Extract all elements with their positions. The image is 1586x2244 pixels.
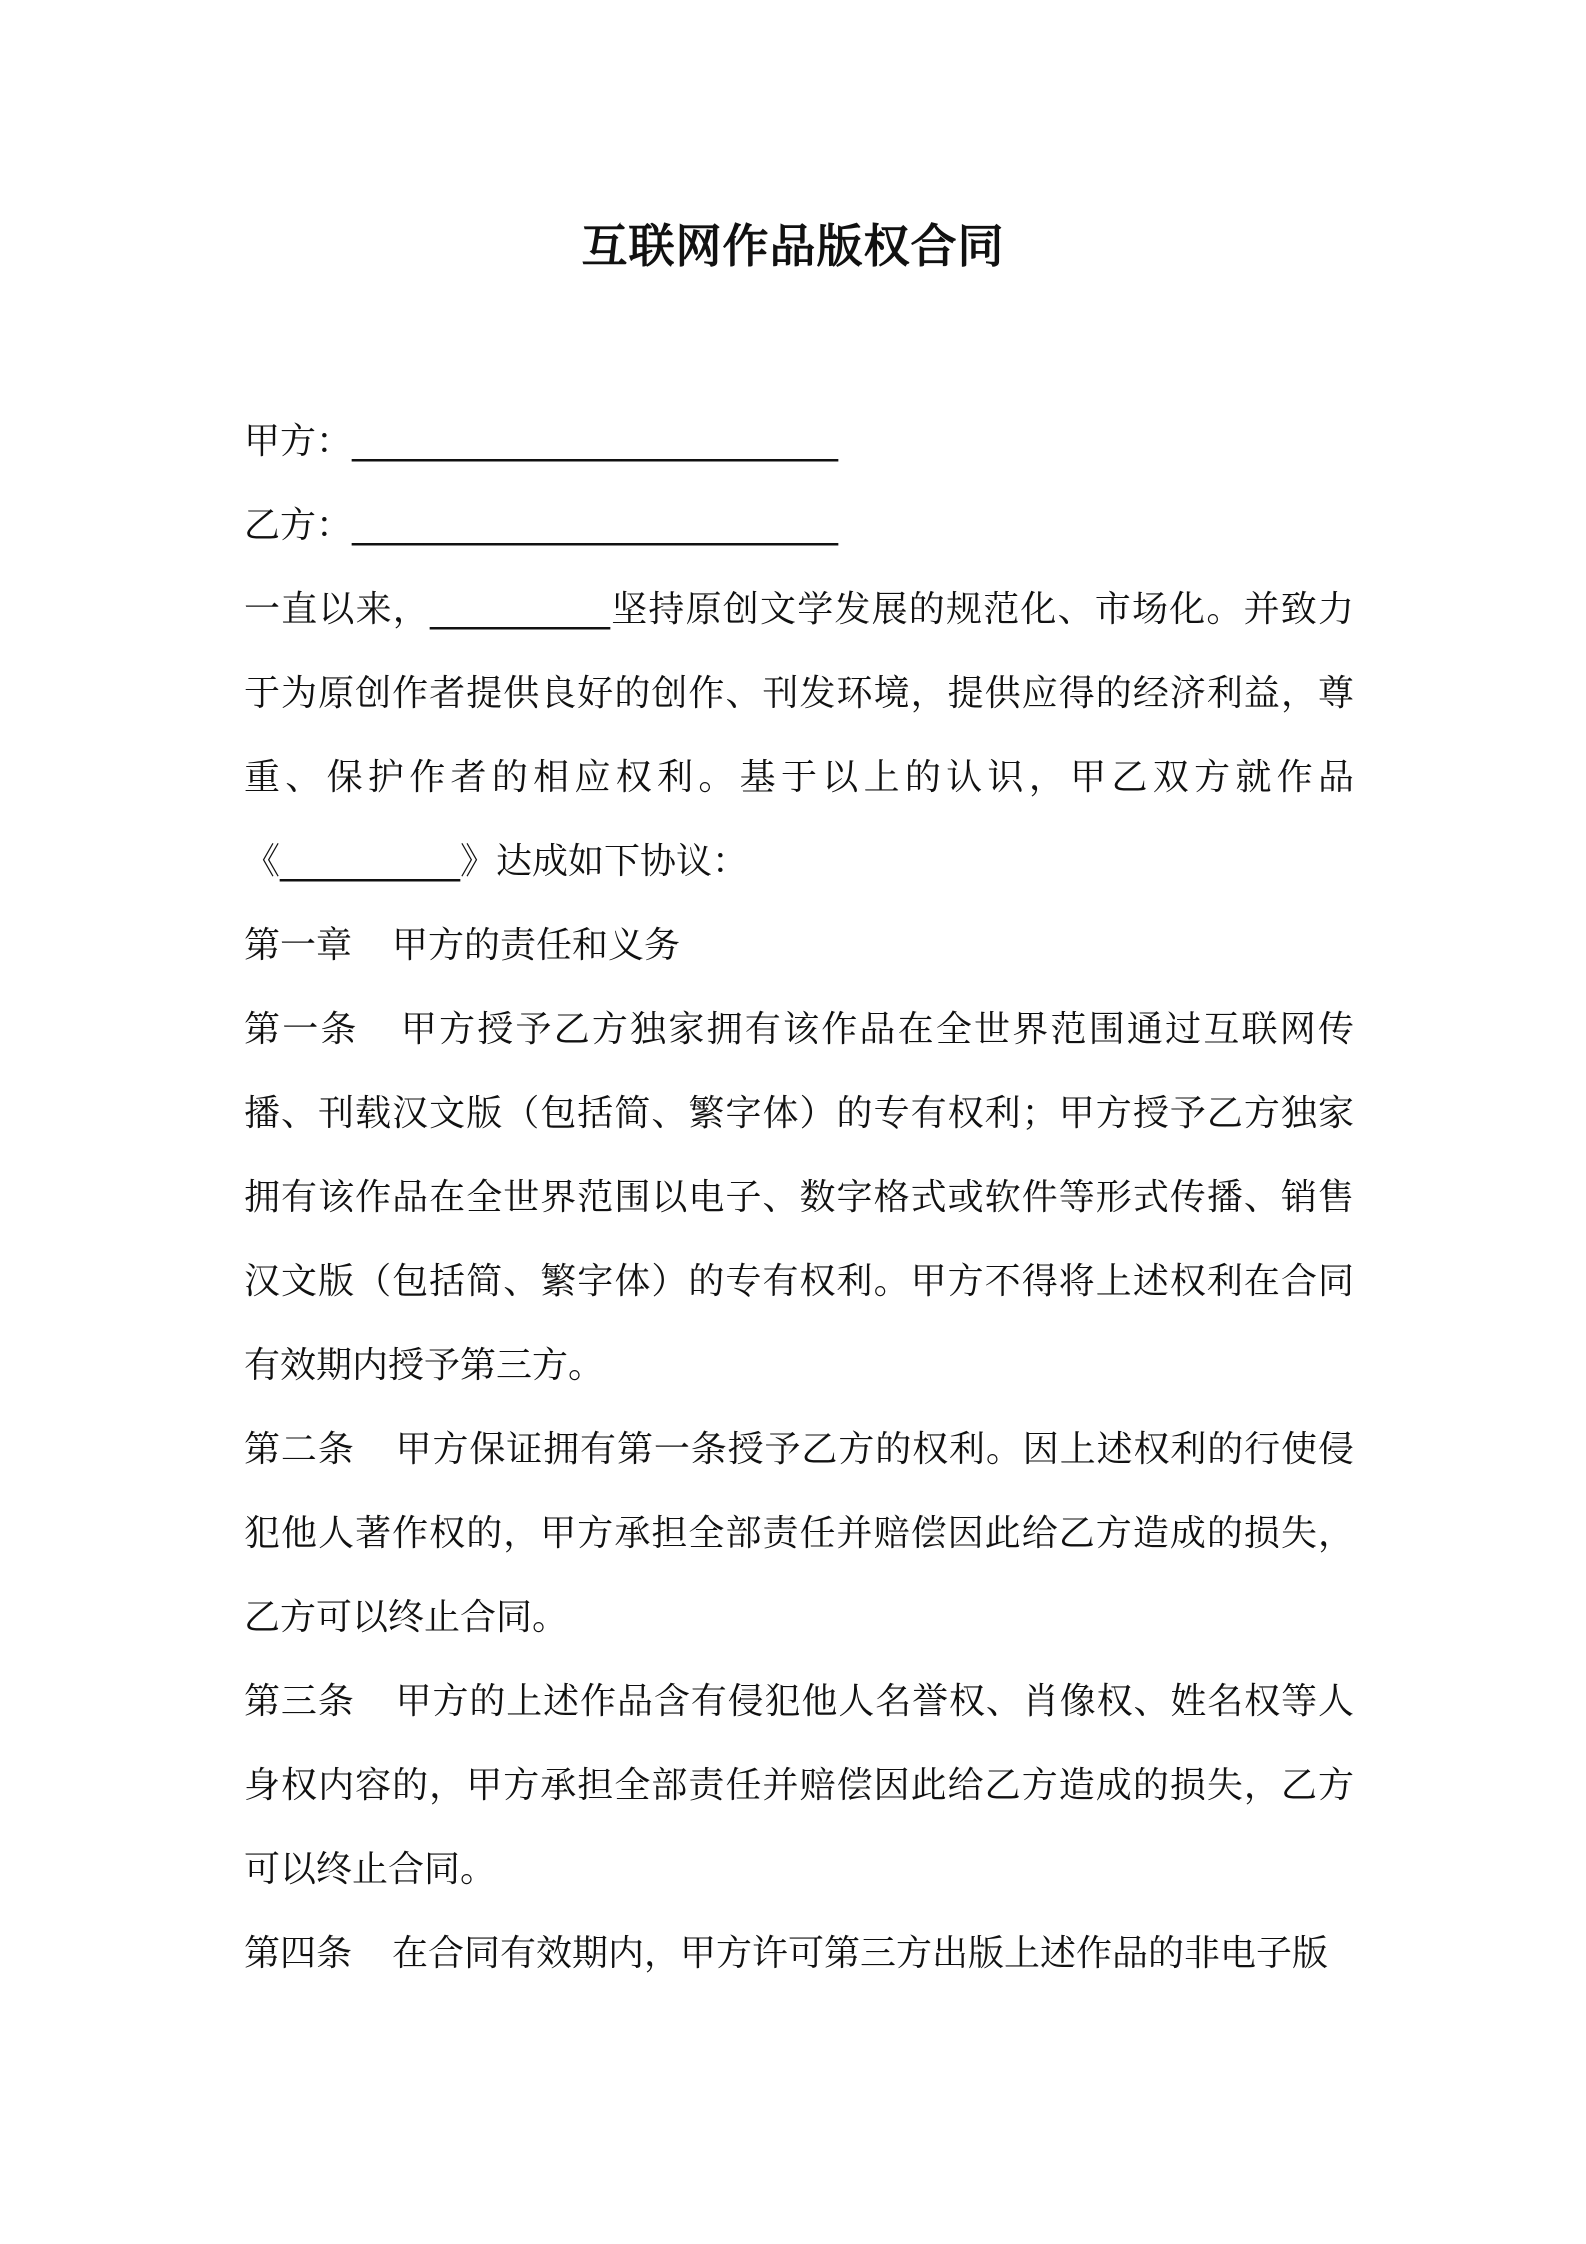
article-4 (244, 1912, 1354, 1996)
article-2 (244, 1408, 1354, 1660)
chapter-number: 第一章 (244, 925, 353, 966)
party-b-line: 乙方：___________________________ (244, 505, 839, 546)
article-text: 甲方授予乙方独家拥有该作品在全世界范围通过互联网传播、刊载汉文版（包括简、繁字体）的专有权利；甲方授予乙方独家拥有该作品在全世界范围以电子、数字格式或软件等形式传播、销售汉文版（包括简、繁字体）的专有权利。甲方不得将上述权利在合同有效期内授予第三方。 (244, 1009, 1354, 1386)
article-1 (244, 988, 1354, 1408)
article-number: 第三条 (244, 1681, 355, 1722)
article-text: 甲方保证拥有第一条授予乙方的权利。因上述权利的行使侵犯他人著作权的，甲方承担全部责任并赔偿因此给乙方造成的损失，乙方可以终止合同。 (244, 1429, 1354, 1638)
article-3 (244, 1660, 1354, 1912)
document-body (244, 400, 1354, 1996)
chapter-title: 甲方的责任和义务 (392, 925, 681, 966)
article-number: 第一条 (244, 1009, 359, 1050)
article-text: 甲方的上述作品含有侵犯他人名誉权、肖像权、姓名权等人身权内容的，甲方承担全部责任并赔偿因此给乙方造成的损失，乙方可以终止合同。 (244, 1681, 1354, 1890)
article-number: 第四条 (244, 1933, 353, 1974)
party-a-line: 甲方：___________________________ (244, 421, 839, 462)
article-text: 在合同有效期内，甲方许可第三方出版上述作品的非电子版 (392, 1933, 1329, 1974)
document-title: 互联网作品版权合同 (581, 219, 1005, 273)
chapter-heading (244, 904, 1354, 988)
article-number: 第二条 (244, 1429, 355, 1470)
preamble-paragraph: 一直以来，__________坚持原创文学发展的规范化、市场化。并致力于为原创作者提供良好的创作、刊发环境，提供应得的经济利益，尊重、保护作者的相应权利。基于以上的认识，甲乙双方就作品《__________》达成如下协议： (244, 589, 1354, 882)
